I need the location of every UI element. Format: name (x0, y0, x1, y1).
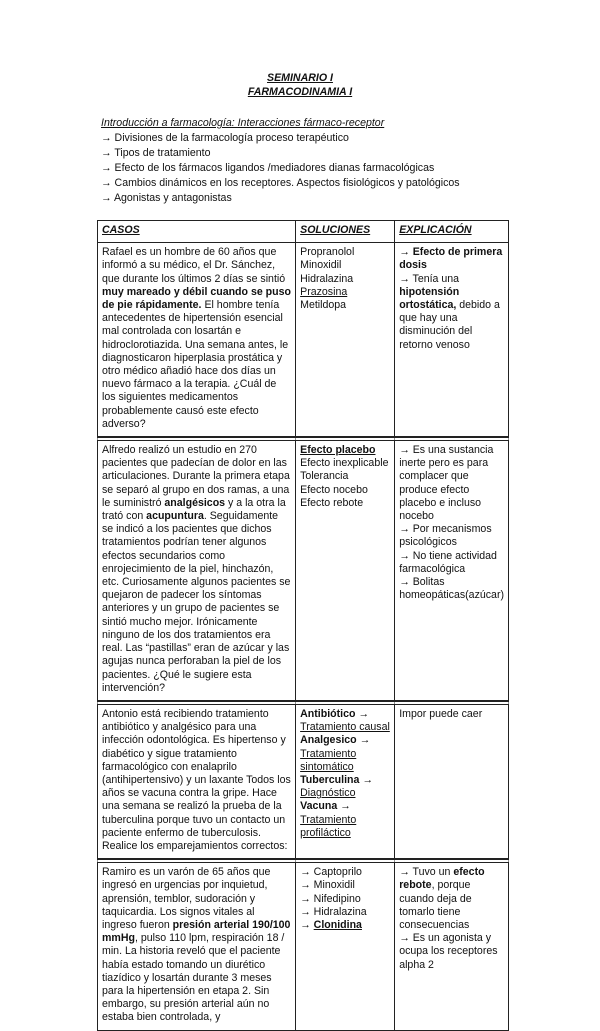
header-casos: CASOS (97, 220, 295, 243)
table-row (97, 437, 509, 701)
text: → Tenía una (399, 272, 460, 285)
solutions (295, 701, 394, 859)
text: Hidralazina (300, 272, 354, 285)
text: Tratamiento causal (300, 721, 390, 734)
document-subtitle: FARMACODINAMIA I (247, 86, 353, 98)
text: → Minoxidil (300, 879, 355, 892)
text: y a la otra la trató con (102, 496, 286, 523)
intro-item: → Divisiones de la farmacología proceso terapéutico (101, 132, 349, 144)
text: Efecto nocebo (300, 483, 368, 496)
text: Rafael es un hombre de 60 años que informó a su médico, el Dr. Sánchez, que durante los últimos 2 días se sintió (102, 246, 286, 285)
text: efecto rebote (399, 866, 485, 892)
document-title: SEMINARIO I (267, 72, 333, 84)
text: → (399, 246, 413, 259)
intro-item: → Agonistas y antagonistas (101, 192, 232, 204)
text: hipotensión ortostática, (399, 285, 460, 312)
text: Prazosina (300, 285, 348, 298)
text: → Es un agonista y ocupa los receptores alpha 2 (399, 932, 498, 971)
text: Propranolol (300, 246, 355, 259)
intro-item: → Tipos de tratamiento (101, 147, 211, 159)
explanation (394, 437, 509, 701)
text: . Seguidamente se indicó a los pacientes que dichos tratamientos podrían tener algunos efectos secundarios como enrojecimiento de la piel, hinchazón, etc. Curiosamente algunos pacientes se quejaron de padecer los síntomas anteriores y un grupo de pacientes se sintió mucho mejor. Irónicamente ninguno de los dos tratamientos era real. Las “pastillas” eran de azúcar y las agujas nunca perforaban la piel de los pacientes. ¿Qué le sugiere esta intervención? (102, 510, 291, 694)
intro-item: → Cambios dinámicos en los receptores. Aspectos fisiológicos y patológicos (101, 177, 460, 189)
text: analgésicos (164, 496, 226, 509)
intro-heading: Introducción a farmacología: Interacciones fármaco-receptor (101, 117, 385, 129)
text: → Bolitas homeopáticas(azúcar) (399, 576, 504, 602)
text: Tratamiento sintomático (300, 747, 357, 773)
text: Minoxidil (300, 259, 342, 272)
case-text (97, 859, 295, 1030)
text: → Tuvo un (399, 866, 454, 879)
header-soluciones: SOLUCIONES (295, 220, 394, 243)
text: Efecto placebo (300, 444, 376, 457)
header-explicacion: EXPLICACIÓN (394, 220, 509, 243)
text: , pulso 110 lpm, respiración 18 / min. La historia reveló que el paciente había estado tomando un diurético tiazídico y losartán durante 3 meses para la hipertensión en etapa 2. Sin embargo, su presión arterial aún no estaba bien controlada, y (102, 932, 285, 1024)
explanation (394, 243, 509, 437)
text: acupuntura (146, 510, 204, 523)
cases-table (97, 220, 509, 1031)
text: Tratamiento profiláctico (300, 813, 357, 839)
case-text: Antonio está recibiendo tratamiento antibiótico y analgésico para una infección odontológica. Es hipertenso y diabético y sigue tratamiento farmacológico con enalaprilo (antihipertensivo) y un laxante Todos los años se vacuna contra la gripe. Hace una semana se realizó la prueba de la tuberculina porque tuvo un contacto un paciente enfermo de tuberculosis. Realice los emparejamientos correctos: (97, 701, 295, 859)
text: → (300, 918, 314, 931)
text: → Nifedipino (300, 892, 361, 905)
text: → Por mecanismos psicológicos (399, 523, 492, 549)
solutions (295, 859, 394, 1030)
text: debido a que hay una disminución del retorno venoso (399, 299, 500, 351)
intro-item: → Efecto de los fármacos ligandos /mediadores dianas farmacológicas (101, 162, 435, 174)
text: Tolerancia (300, 470, 349, 483)
text: Efecto de primera dosis (399, 246, 503, 272)
explanation (394, 859, 509, 1030)
explanation: Impor puede caer (394, 701, 509, 859)
table-row (97, 243, 509, 437)
text: Ramiro es un varón de 65 años que ingresó en urgencias por inquietud, aprensión, temblor, sudoración y taquicardia. Los signos vitales al ingreso fueron (102, 866, 271, 931)
text: Efecto inexplicable (300, 457, 389, 470)
text: Tuberculina → (300, 773, 373, 786)
text: , porque cuando deja de tomarlo tiene consecuencias (399, 879, 472, 931)
text: Analgesico → (300, 734, 371, 747)
table-row (97, 701, 509, 859)
text: Clonidina (313, 918, 362, 931)
solutions (295, 437, 394, 701)
text: El hombre tenía antecedentes de hipertensión esencial mal controlada con losartán e hidroclorotiazida. Una semana antes, le diagnosticaron hiperplasia prostática y otro médico añadió hace dos días un nuevo fármaco a la terapia. ¿Cuál de los siguientes medicamentos probablemente causó este efecto adverso? (102, 299, 289, 430)
table-header-row (97, 220, 509, 243)
text: Antibiótico → (300, 707, 369, 720)
text: → No tiene actividad farmacológica (399, 549, 497, 575)
intro-section (101, 116, 460, 206)
solutions (295, 243, 394, 437)
text: Alfredo realizó un estudio en 270 pacientes que padecían de dolor en las articulaciones. Durante la primera etapa se separó al grupo en dos ramas, a una le suministró (102, 444, 290, 509)
text: Efecto rebote (300, 496, 364, 509)
text: Vacuna → (300, 800, 351, 813)
case-text (97, 437, 295, 701)
text: → Hidralazina (300, 905, 367, 918)
text: → Es una sustancia inerte pero es para complacer que produce efecto placebo e incluso nocebo (399, 444, 494, 523)
text: presión arterial 190/100 mmHg (102, 918, 291, 945)
table-row (97, 859, 509, 1030)
text: Diagnóstico (300, 787, 356, 800)
case-text (97, 243, 295, 437)
text: → Captoprilo (300, 866, 362, 879)
text: muy mareado y débil cuando se puso de pie rápidamente. (102, 285, 291, 312)
text: Metildopa (300, 299, 347, 312)
